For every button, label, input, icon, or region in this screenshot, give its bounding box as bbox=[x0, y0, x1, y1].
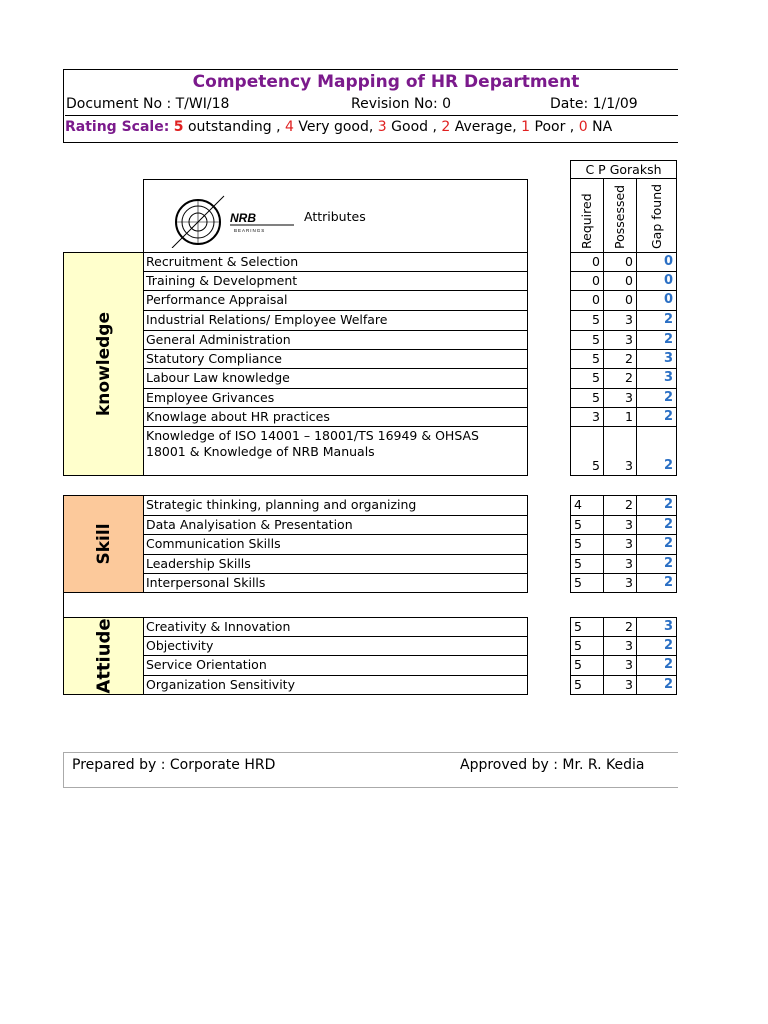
required-value: 0 bbox=[570, 290, 604, 311]
required-value: 5 bbox=[570, 368, 604, 389]
document-number: Document No : T/WI/18 bbox=[66, 96, 230, 112]
possessed-value: 1 bbox=[603, 407, 637, 427]
page-title: Competency Mapping of HR Department bbox=[192, 72, 580, 92]
rating-num: 2 bbox=[441, 119, 451, 135]
rating-num: 4 bbox=[285, 119, 294, 135]
svg-text:NRB: NRB bbox=[230, 211, 256, 225]
attribute-cell bbox=[143, 330, 528, 350]
gap-value: 2 bbox=[636, 407, 677, 427]
possessed-value: 3 bbox=[603, 573, 637, 593]
person-name: C P Goraksh bbox=[570, 160, 677, 179]
document-meta bbox=[65, 95, 678, 116]
col-possessed-header: Possessed bbox=[603, 178, 637, 253]
attribute-cell bbox=[143, 554, 528, 574]
gap-value: 2 bbox=[636, 330, 677, 350]
attribute-text: Knowlage about HR practices bbox=[146, 409, 330, 424]
possessed-value: 3 bbox=[603, 330, 637, 350]
attribute-cell bbox=[143, 388, 528, 408]
section-spacer bbox=[63, 592, 144, 618]
attribute-cell bbox=[143, 515, 528, 535]
document-date: Date: 1/1/09 bbox=[550, 96, 638, 112]
attribute-cell bbox=[143, 349, 528, 369]
attribute-text-line2: 18001 & Knowledge of NRB Manuals bbox=[146, 444, 375, 459]
attribute-cell bbox=[143, 368, 528, 389]
gap-value: 3 bbox=[636, 617, 677, 637]
possessed-value: 3 bbox=[603, 655, 637, 676]
possessed-value: 3 bbox=[603, 515, 637, 535]
required-value: 5 bbox=[570, 515, 604, 535]
document-header bbox=[63, 69, 678, 143]
attribute-text: Communication Skills bbox=[146, 536, 281, 551]
attribute-cell bbox=[143, 310, 528, 331]
attributes-header-cell bbox=[143, 179, 528, 253]
gap-value: 3 bbox=[636, 368, 677, 389]
possessed-value: 3 bbox=[603, 675, 637, 695]
attribute-cell bbox=[143, 290, 528, 311]
category-skill: Skill bbox=[63, 495, 144, 593]
attribute-text: Recruitment & Selection bbox=[146, 254, 299, 269]
rating-num: 0 bbox=[578, 119, 588, 135]
gap-value: 3 bbox=[636, 349, 677, 369]
attribute-cell bbox=[143, 655, 528, 676]
category-attitude: Attiude bbox=[63, 617, 144, 695]
attribute-text: Labour Law knowledge bbox=[146, 370, 290, 385]
attribute-text: Interpersonal Skills bbox=[146, 575, 266, 590]
required-value: 5 bbox=[570, 534, 604, 555]
rating-scale-label: Rating Scale: bbox=[65, 119, 170, 135]
rating-text: NA bbox=[587, 119, 613, 135]
required-value: 5 bbox=[570, 388, 604, 408]
attribute-cell bbox=[143, 573, 528, 593]
attribute-text: Training & Development bbox=[146, 273, 298, 288]
attribute-text: Performance Appraisal bbox=[146, 292, 288, 307]
attribute-text: Strategic thinking, planning and organizing bbox=[146, 497, 417, 512]
attribute-text: Leadership Skills bbox=[146, 556, 251, 571]
attribute-text: Service Orientation bbox=[146, 657, 267, 672]
rating-text: Poor , bbox=[530, 119, 579, 135]
possessed-value: 0 bbox=[603, 252, 637, 272]
required-value: 0 bbox=[570, 252, 604, 272]
attribute-text: Organization Sensitivity bbox=[146, 677, 295, 692]
revision-number: Revision No: 0 bbox=[351, 96, 452, 112]
possessed-value: 2 bbox=[603, 495, 637, 516]
col-gap-header: Gap found bbox=[636, 178, 677, 253]
gap-value: 2 bbox=[636, 426, 677, 476]
required-value: 5 bbox=[570, 573, 604, 593]
required-value: 5 bbox=[570, 675, 604, 695]
rating-num: 1 bbox=[521, 119, 531, 135]
possessed-value: 3 bbox=[603, 426, 637, 476]
gap-value: 2 bbox=[636, 495, 677, 516]
attribute-text: Statutory Compliance bbox=[146, 351, 282, 366]
attribute-cell bbox=[143, 495, 528, 516]
gap-value: 0 bbox=[636, 271, 677, 291]
attribute-text: Creativity & Innovation bbox=[146, 619, 291, 634]
svg-text:BEARINGS: BEARINGS bbox=[234, 228, 266, 233]
attribute-text: Objectivity bbox=[146, 638, 214, 653]
attribute-cell bbox=[143, 252, 528, 272]
gap-value: 0 bbox=[636, 252, 677, 272]
approved-by: Approved by : Mr. R. Kedia bbox=[460, 757, 645, 773]
gap-value: 2 bbox=[636, 675, 677, 695]
attribute-cell bbox=[143, 534, 528, 555]
required-value: 5 bbox=[570, 349, 604, 369]
nrb-logo-icon bbox=[168, 188, 298, 248]
rating-num: 3 bbox=[377, 119, 387, 135]
required-value: 5 bbox=[570, 617, 604, 637]
rating-text: Average, bbox=[450, 119, 522, 135]
attribute-cell bbox=[143, 636, 528, 656]
rating-scale bbox=[65, 119, 612, 135]
gap-value: 2 bbox=[636, 573, 677, 593]
rating-num: 5 bbox=[173, 119, 184, 135]
required-value: 5 bbox=[570, 426, 604, 476]
footer bbox=[63, 752, 678, 788]
possessed-value: 0 bbox=[603, 290, 637, 311]
required-value: 5 bbox=[570, 554, 604, 574]
attribute-cell bbox=[143, 426, 528, 476]
attribute-text: Employee Grivances bbox=[146, 390, 275, 405]
attribute-cell bbox=[143, 271, 528, 291]
possessed-value: 2 bbox=[603, 368, 637, 389]
required-value: 4 bbox=[570, 495, 604, 516]
col-required-header: Required bbox=[570, 178, 604, 253]
possessed-value: 3 bbox=[603, 388, 637, 408]
required-value: 0 bbox=[570, 271, 604, 291]
rating-text: outstanding , bbox=[183, 119, 286, 135]
gap-value: 2 bbox=[636, 554, 677, 574]
possessed-value: 3 bbox=[603, 534, 637, 555]
gap-value: 2 bbox=[636, 310, 677, 331]
required-value: 5 bbox=[570, 310, 604, 331]
attribute-text: Industrial Relations/ Employee Welfare bbox=[146, 312, 388, 327]
gap-value: 2 bbox=[636, 636, 677, 656]
gap-value: 2 bbox=[636, 655, 677, 676]
attribute-text: Data Analyisation & Presentation bbox=[146, 517, 353, 532]
rating-text: Very good, bbox=[293, 119, 378, 135]
prepared-by: Prepared by : Corporate HRD bbox=[72, 757, 276, 773]
possessed-value: 0 bbox=[603, 271, 637, 291]
required-value: 5 bbox=[570, 636, 604, 656]
possessed-value: 3 bbox=[603, 310, 637, 331]
gap-value: 2 bbox=[636, 534, 677, 555]
gap-value: 2 bbox=[636, 515, 677, 535]
rating-text: Good , bbox=[386, 119, 442, 135]
possessed-value: 2 bbox=[603, 349, 637, 369]
possessed-value: 2 bbox=[603, 617, 637, 637]
attribute-text: General Administration bbox=[146, 332, 291, 347]
attribute-cell bbox=[143, 617, 528, 637]
possessed-value: 3 bbox=[603, 636, 637, 656]
required-value: 5 bbox=[570, 330, 604, 350]
possessed-value: 3 bbox=[603, 554, 637, 574]
attribute-text: Knowledge of ISO 14001 – 18001/TS 16949 & OHSAS bbox=[146, 428, 479, 443]
attribute-cell bbox=[143, 407, 528, 427]
gap-value: 2 bbox=[636, 388, 677, 408]
attributes-header-label: Attributes bbox=[304, 209, 366, 224]
required-value: 5 bbox=[570, 655, 604, 676]
required-value: 3 bbox=[570, 407, 604, 427]
category-knowledge: knowledge bbox=[63, 252, 144, 476]
gap-value: 0 bbox=[636, 290, 677, 311]
attribute-cell bbox=[143, 675, 528, 695]
